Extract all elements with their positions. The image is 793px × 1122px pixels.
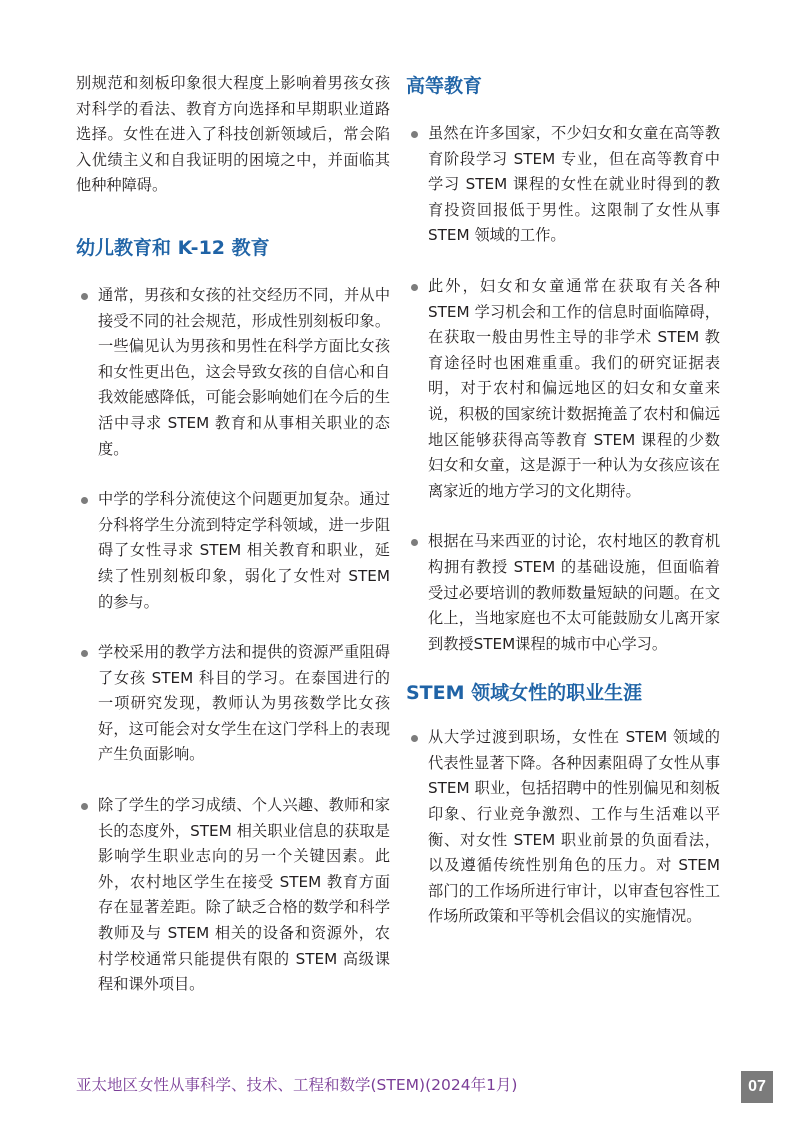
list-item: [406, 725, 720, 930]
list-item: [76, 640, 390, 768]
list-item: [76, 283, 390, 462]
section-heading-stem-careers: STEM 领域女性的职业生涯: [406, 682, 643, 705]
bullet-text: 学校采用的教学方法和提供的资源严重阻碍了女孩 STEM 科目的学习。在泰国进行的一项研究发现，教师认为男孩数学比女孩好，这可能会对女学生在这门学科上的表现产生负面影响。: [98, 643, 390, 764]
left-column: [76, 66, 390, 998]
intro-paragraph: 别规范和刻板印象很大程度上影响着男孩女孩对科学的看法、教育方向选择和早期职业道路选择。女性在进入了科技创新领域后，常会陷入优绩主义和自我证明的困境之中，并面临其他种种障碍。: [76, 74, 390, 195]
right-column: [406, 66, 720, 930]
bullet-text: 从大学过渡到职场，女性在 STEM 领域的代表性显著下降。各种因素阻碍了女性从事 STEM 职业，包括招聘中的性别偏见和刻板印象、行业竞争激烈、工作与生活难以平衡、对女性 STEM 职业前景的负面看法，以及遵循传统性别角色的压力。对 STEM 部门的工作场所进行审计，以审查包容性工作场所政策和平等机会倡议的实施情况。: [428, 728, 720, 926]
section-heading-early-education: 幼儿教育和 K-12 教育: [76, 236, 270, 259]
footer-publication-title: 亚太地区女性从事科学、技术、工程和数学(STEM)(2024年1月): [76, 1076, 518, 1094]
bullet-icon: [81, 803, 88, 810]
bullet-icon: [81, 293, 88, 300]
section-heading-higher-education: 高等教育: [406, 75, 483, 97]
list-item: [406, 274, 720, 504]
bullet-text: 虽然在许多国家，不少妇女和女童在高等教育阶段学习 STEM 专业，但在高等教育中学习 STEM 课程的女性在就业时得到的教育投资回报低于男性。这限制了女性从事 STEM 领域的工作。: [428, 124, 720, 245]
bullet-text: 除了学生的学习成绩、个人兴趣、教师和家长的态度外，STEM 相关职业信息的获取是影响学生职业志向的另一个关键因素。此外，农村地区学生在接受 STEM 教育方面存在显著差距。除了缺乏合格的数学和科学教师及与 STEM 相关的设备和资源外，农村学校通常只能提供有限的 STEM 高级课程和课外项目。: [98, 796, 390, 994]
list-item: [406, 529, 720, 657]
bullet-icon: [81, 650, 88, 657]
bullet-icon: [411, 539, 418, 546]
bullet-text: 通常，男孩和女孩的社交经历不同，并从中接受不同的社会规范，形成性别刻板印象。一些偏见认为男孩和男性在科学方面比女孩和女性更出色，这会导致女孩的自信心和自我效能感降低，可能会影响她们在今后的生活中寻求 STEM 教育和从事相关职业的态度。: [98, 285, 390, 458]
bullet-icon: [411, 735, 418, 742]
bullet-text: 根据在马来西亚的讨论，农村地区的教育机构拥有教授 STEM 的基础设施，但面临着受过必要培训的教师数量短缺的问题。在文化上，当地家庭也不太可能鼓励女儿离开家到教授STEM课程的城市中心学习。: [428, 532, 720, 653]
bullet-icon: [411, 284, 418, 291]
stem-careers-bullet-list: [406, 725, 720, 930]
list-item: [406, 121, 720, 249]
higher-education-bullet-list: [406, 121, 720, 657]
list-item: [76, 793, 390, 998]
early-education-bullet-list: [76, 283, 390, 998]
bullet-icon: [411, 131, 418, 138]
page-number-badge: 07: [741, 1071, 773, 1103]
bullet-text: 中学的学科分流使这个问题更加复杂。通过分科将学生分流到特定学科领域，进一步阻碍了女性寻求 STEM 相关教育和职业，延续了性别刻板印象，弱化了女性对 STEM 的参与。: [98, 490, 390, 611]
list-item: [76, 487, 390, 615]
bullet-text: 此外，妇女和女童通常在获取有关各种 STEM 学习机会和工作的信息时面临障碍，在获取一般由男性主导的非学术 STEM 教育途径时也困难重重。我们的研究证据表明，对于农村和偏远地区的妇女和女童来说，积极的国家统计数据掩盖了农村和偏远地区能够获得高等教育 STEM 课程的少数妇女和女童，这是源于一种认为女孩应该在离家近的地方学习的文化期待。: [428, 276, 720, 500]
bullet-icon: [81, 497, 88, 504]
